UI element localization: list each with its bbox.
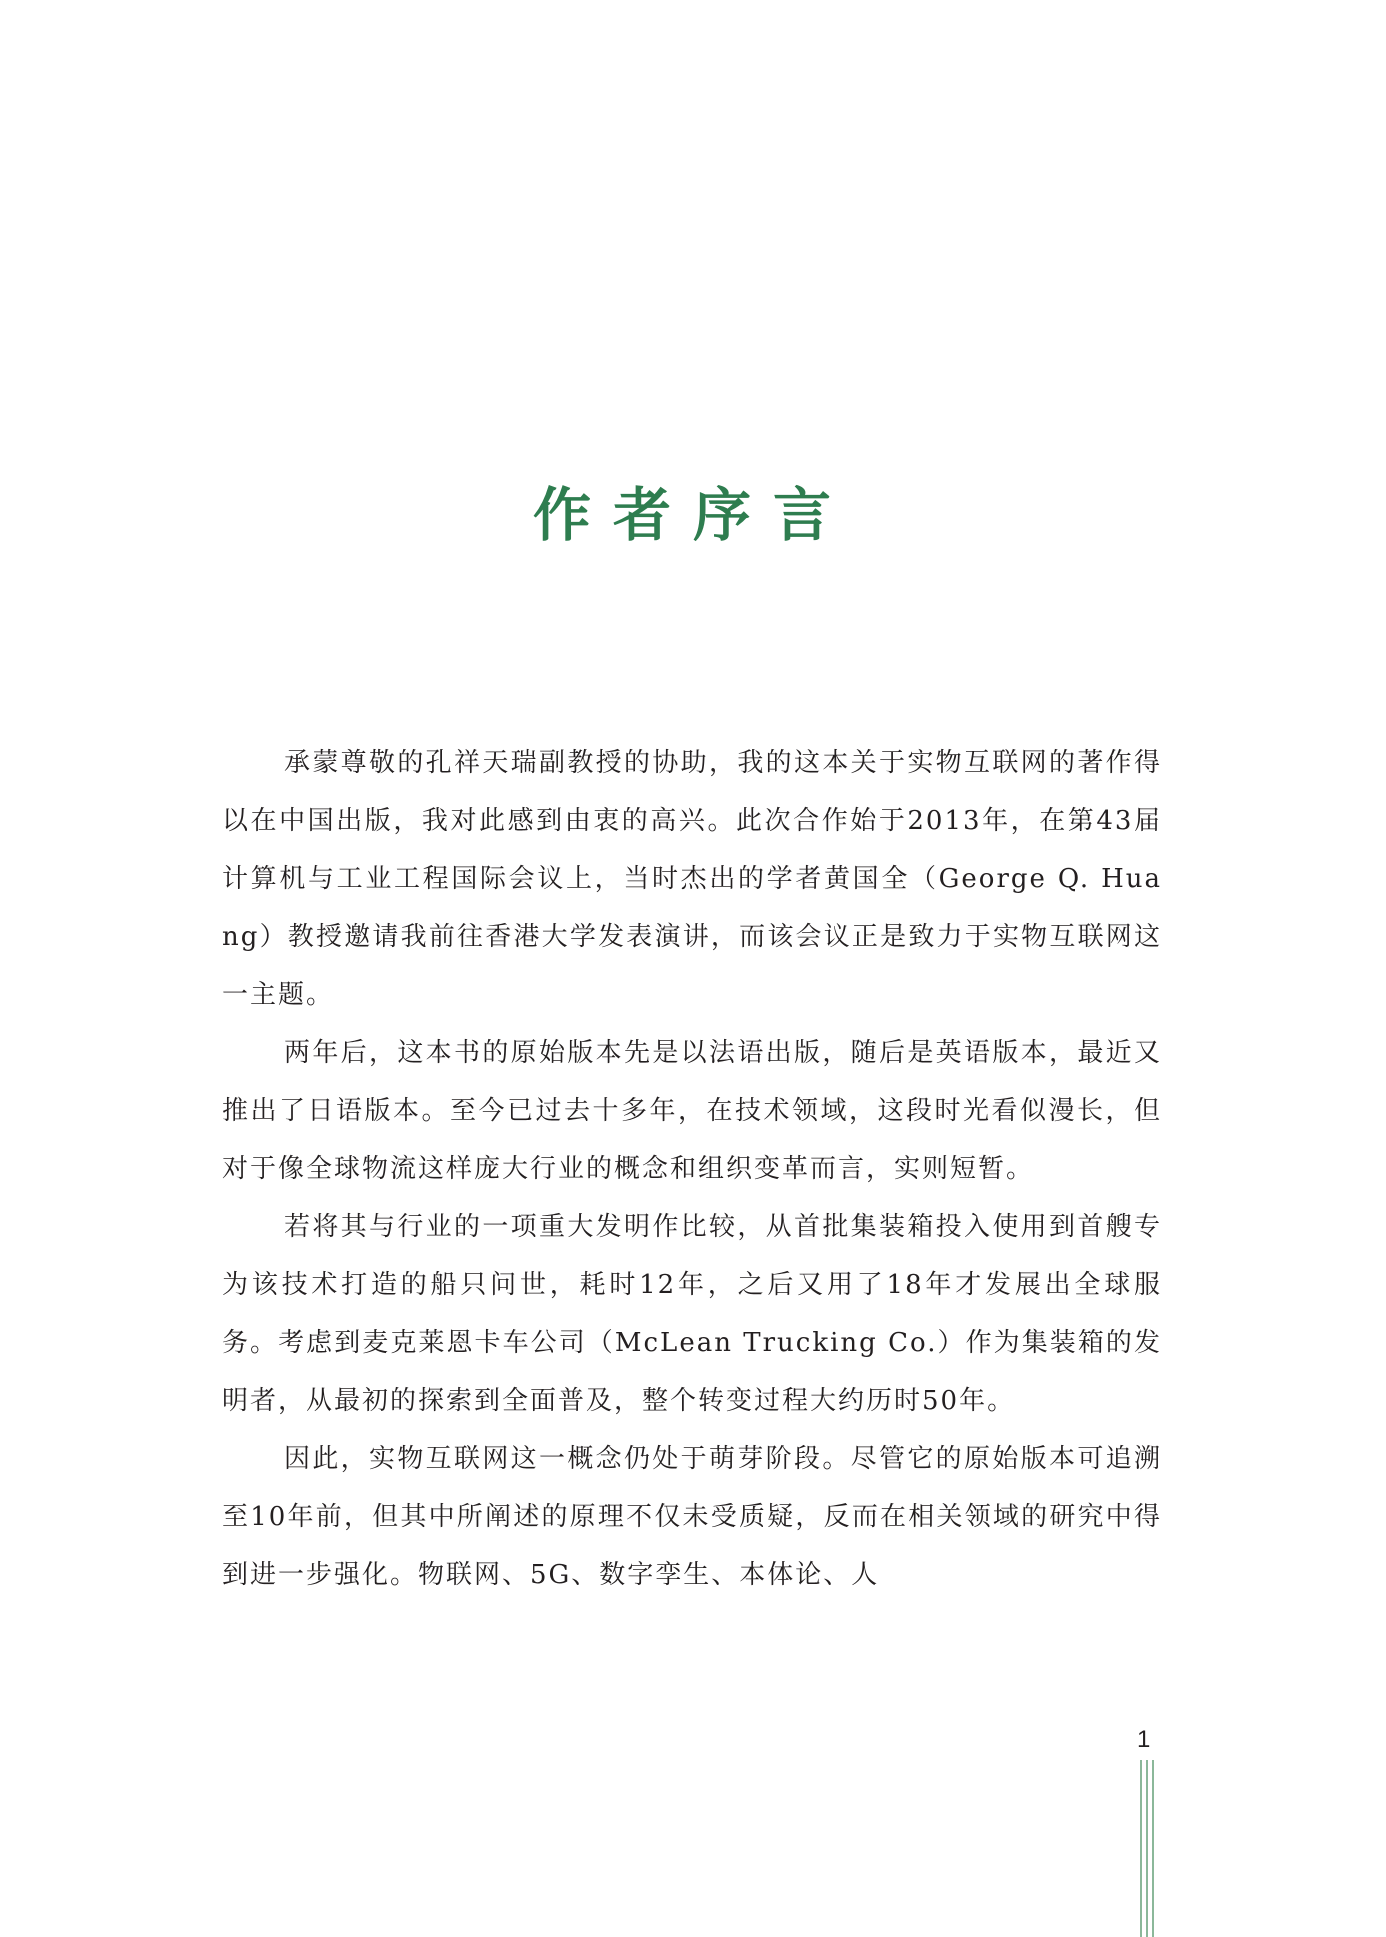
paragraph-3: 若将其与行业的一项重大发明作比较，从首批集装箱投入使用到首艘专为该技术打造的船只问世，耗时12年，之后又用了18年才发展出全球服务。考虑到麦克莱恩卡车公司（McLean Trucking Co.）作为集装箱的发明者，从最初的探索到全面普及，整个转变过程大约历时50年。 bbox=[222, 1212, 1162, 1416]
preface-body bbox=[222, 734, 1162, 1604]
paragraph-4: 因此，实物互联网这一概念仍处于萌芽阶段。尽管它的原始版本可追溯至10年前，但其中所阐述的原理不仅未受质疑，反而在相关领域的研究中得到进一步强化。物联网、5G、数字孪生、本体论、人 bbox=[222, 1444, 1162, 1590]
margin-rule-2 bbox=[1146, 1760, 1148, 1937]
margin-rule-3 bbox=[1152, 1760, 1154, 1937]
margin-rule-1 bbox=[1140, 1760, 1142, 1937]
paragraph-2: 两年后，这本书的原始版本先是以法语出版，随后是英语版本，最近又推出了日语版本。至今已过去十多年，在技术领域，这段时光看似漫长，但对于像全球物流这样庞大行业的概念和组织变革而言，实则短暂。 bbox=[222, 1038, 1162, 1184]
page-number: 1 bbox=[1137, 1726, 1151, 1753]
page-title: 作者序言 bbox=[532, 481, 853, 549]
paragraph-1: 承蒙尊敬的孔祥天瑞副教授的协助，我的这本关于实物互联网的著作得以在中国出版，我对此感到由衷的高兴。此次合作始于2013年，在第43届计算机与工业工程国际会议上，当时杰出的学者黄国全（George Q. Huang）教授邀请我前往香港大学发表演讲，而该会议正是致力于实物互联网这一主题。 bbox=[222, 748, 1162, 1010]
